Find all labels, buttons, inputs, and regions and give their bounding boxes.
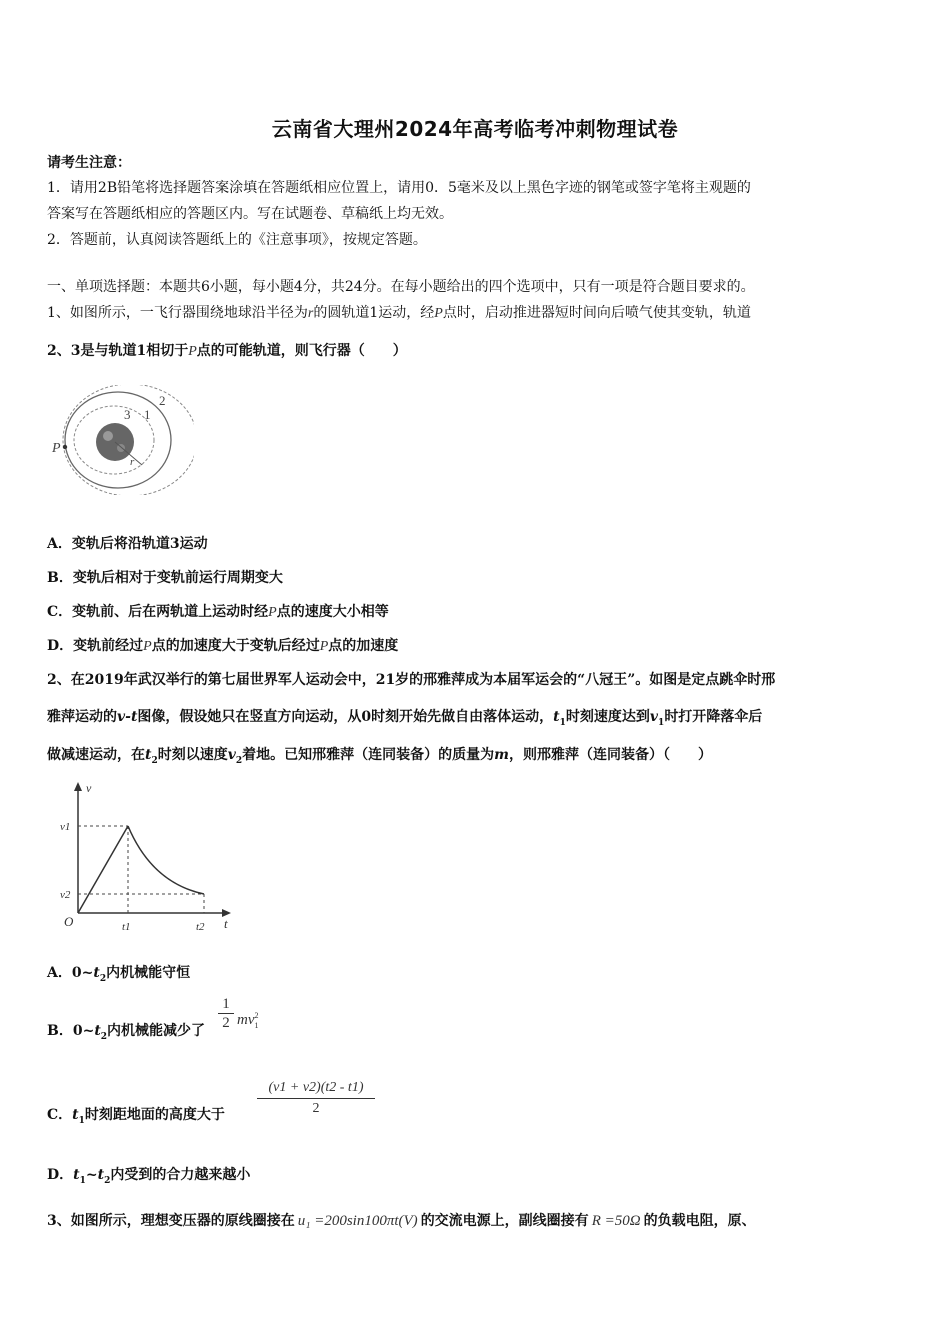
fraction-half: $\frac{1}{2}$ — [218, 995, 234, 1032]
label-t1: t1 — [122, 921, 131, 933]
expr-mv1-squared: $mv_1^2$ — [237, 1011, 259, 1030]
q1-stem-line2: 2、3是与轨道1相切于P点的可能轨道，则飞行器（ ） — [47, 343, 407, 359]
label-v1: v1 — [60, 821, 71, 833]
q2-option-b: B．$0\sim t_2$内机械能减少了 — [47, 1023, 206, 1042]
label-t2: t2 — [196, 921, 205, 933]
vt-graph — [56, 778, 246, 938]
label-1: 1 — [144, 407, 151, 422]
orbit-figure — [44, 385, 194, 495]
point-P — [63, 445, 67, 449]
label-v2: v2 — [60, 889, 71, 901]
label-v: v — [86, 781, 92, 795]
q2-option-c: C．$t_1$时刻距地面的高度大于 — [47, 1107, 225, 1126]
fraction-height: $\frac{(v1 + v2)(t2 - t1)}{2}$ — [257, 1078, 375, 1119]
label-O: O — [64, 914, 74, 929]
page-title: 云南省大理州2024年高考临考冲刺物理试卷 — [271, 117, 679, 141]
q1-option-b: B．变轨后相对于变轨前运行周期变大 — [47, 570, 283, 586]
q1-option-c: C．变轨前、后在两轨道上运动时经P点的速度大小相等 — [47, 604, 389, 620]
label-r: r — [130, 456, 135, 468]
label-2: 2 — [159, 393, 166, 408]
notice-line-1: 1．请用2B铅笔将选择题答案涂填在答题纸相应位置上，请用0．5毫米及以上黑色字迹的钢笔或签字笔将主观题的 — [47, 180, 751, 196]
q2-option-a: A．$0\sim t_2$内机械能守恒 — [47, 965, 191, 984]
q1-option-a: A．变轨后将沿轨道3运动 — [47, 536, 208, 552]
q2-stem-line2: 雅萍运动的v-t图像，假设她只在竖直方向运动，从0时刻开始先做自由落体运动，$t_1$时刻速度达到$v_1$时打开降落伞后 — [47, 709, 763, 728]
voltage-formula: u₁ =200sin100πt(V) — [297, 1213, 418, 1229]
q1-option-d: D．变轨前经过P点的加速度大于变轨后经过P点的加速度 — [47, 638, 399, 654]
deceleration-curve — [128, 826, 204, 894]
label-P: P — [52, 441, 61, 456]
notice-line-2: 答案写在答题纸相应的答题区内。写在试题卷、草稿纸上均无效。 — [47, 206, 453, 222]
notice-line-3: 2．答题前，认真阅读答题纸上的《注意事项》，按规定答题。 — [47, 232, 427, 248]
free-fall-line — [78, 826, 128, 913]
label-t: t — [224, 916, 228, 931]
notice-heading: 请考生注意： — [47, 155, 131, 171]
q2-stem-line1: 2、在2019年武汉举行的第七届世界军人运动会中，21岁的邢雅萍成为本届军运会的“八冠王”。如图是定点跳伞时邢 — [47, 672, 776, 688]
q3-stem-line1: 3、如图所示，理想变压器的原线圈接在 u₁ =200sin100πt(V) 的交流电源上，副线圈接有 R =50Ω 的负载电阻，原、 — [47, 1213, 756, 1229]
section-heading: 一、单项选择题：本题共6小题，每小题4分，共24分。在每小题给出的四个选项中，只有一项是符合题目要求的。 — [47, 279, 755, 295]
label-3: 3 — [124, 407, 131, 422]
resistance-value: R =50Ω — [591, 1213, 641, 1229]
q2-option-d: D．$t_1\sim t_2$内受到的合力越来越小 — [47, 1167, 251, 1186]
q1-stem-line1: 1、如图所示，一飞行器围绕地球沿半径为r的圆轨道1运动，经P点时，启动推进器短时间向后喷气使其变轨，轨道 — [47, 305, 751, 321]
q2-stem-line3: 做减速运动，在$t_2$时刻以速度$v_2$着地。已知邢雅萍（连同装备）的质量为m，则邢雅萍（连同装备）（ ） — [47, 747, 712, 766]
